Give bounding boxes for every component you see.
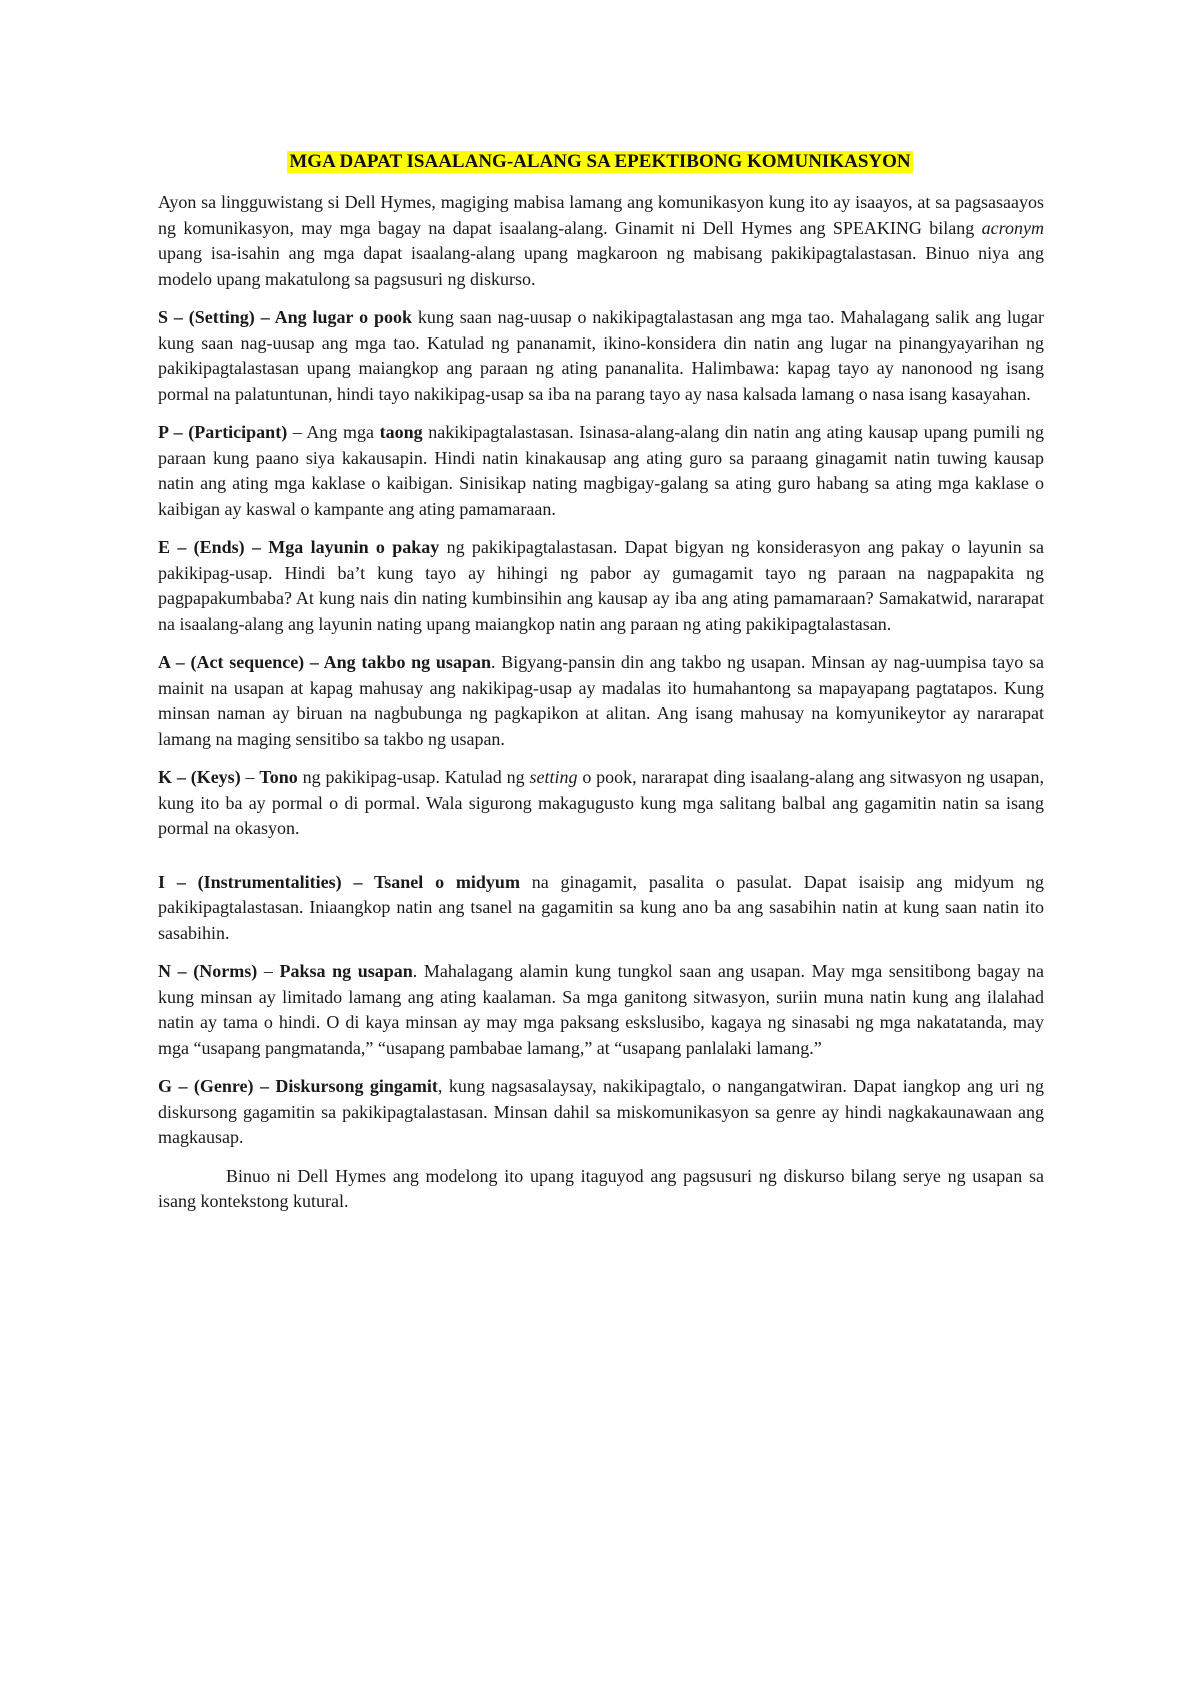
norms-heading: N – (Norms) (158, 961, 258, 981)
instrumentalities-text-1: – (341, 871, 374, 892)
instrumentalities-text-2: na ginagamit, pasalita o pasulat. Dapat isaisip ang midyum ng pakikipagtalastasan. Iniaangkop natin ang tsanel na gagamitin sa kung ano ba ang sasabihin natin at kung saan natin ito sasabihin. (158, 871, 1044, 943)
ends-keyword: layunin o pakay (310, 537, 440, 557)
act-sequence-keyword: takbo ng usapan (361, 652, 491, 672)
genre-keyword: Diskursong gingamit (275, 1076, 438, 1096)
participant-text-1: – Ang mga (287, 422, 380, 442)
intro-acronym-term: acronym (981, 217, 1044, 238)
keys-keyword: Tono (259, 767, 298, 787)
keys-text-1: – (240, 767, 260, 787)
genre-text-1: – (253, 1076, 276, 1096)
intro-paragraph (158, 190, 1044, 292)
ends-paragraph (158, 535, 1044, 637)
instrumentalities-heading: I – (Instrumentalities) (158, 871, 342, 892)
act-sequence-paragraph (158, 650, 1044, 752)
intro-text-2: upang isa-isahin ang mga dapat isaalang-alang upang magkaroon ng mabisang pakikipagtalastasan. Binuo niya ang modelo upang makatulong sa pagsusuri ng diskurso. (158, 243, 1044, 289)
act-sequence-text-1: – Ang (304, 652, 362, 672)
setting-heading: S – (Setting) (158, 307, 255, 327)
intro-text-1: Ayon sa lingguwistang si Dell Hymes, magiging mabisa lamang ang komunikasyon kung ito ay isaayos, at sa pagsasaayos ng komunikasyon, may mga bagay na dapat isaalang-alang. Ginamit ni Dell Hymes ang SPEAKING bilang (158, 192, 1044, 238)
instrumentalities-paragraph (158, 870, 1044, 947)
document-body (158, 190, 1044, 1228)
instrumentalities-keyword: Tsanel o midyum (373, 871, 520, 892)
ends-text-1: – Mga (244, 537, 311, 557)
setting-paragraph (158, 305, 1044, 407)
ends-heading: E – (Ends) (158, 537, 245, 557)
keys-text-2: ng pakikipag-usap. Katulad ng (297, 767, 530, 787)
genre-text-2: , kung nagsasalaysay, nakikipagtalo, o nangangatwiran. Dapat iangkop ang uri ng diskursong gagamitin sa pakikipagtalastasan. Minsan dahil sa miskomunikasyon sa genre ay hindi nagkakaunawaan ang magkausap. (158, 1076, 1044, 1147)
norms-keyword: Paksa ng usapan (279, 961, 413, 981)
participant-heading: P – (Participant) (158, 422, 288, 442)
setting-text-1: – Ang (254, 307, 313, 327)
ends-text-2: ng pakikipagtalastasan. Dapat bigyan ng konsiderasyon ang pakay o layunin sa pakikipag-usap. Hindi ba’t kung tayo ay hihingi ng pabor ay gumagamit tayo ng paraan na nagpapakita ng pagpapakumbaba? At kung nais din nating kumbinsihin ang kausap ay iba ang ating pamamaraan? Samakatwid, nararapat na isaalang-alang ang layunin nating upang maiangkop natin ang paraan ng ating pakikipagtalastasan. (158, 537, 1045, 634)
act-sequence-heading: A – (Act sequence) (158, 652, 305, 672)
keys-heading: K – (Keys) (158, 767, 241, 787)
closing-paragraph: Binuo ni Dell Hymes ang modelong ito upang itaguyod ang pagsusuri ng diskurso bilang serye ng usapan sa isang kontekstong kutural. (158, 1165, 1044, 1211)
keys-text-3: o pook, nararapat ding isaalang-alang ang sitwasyon ng usapan, kung ito ba ay pormal o di pormal. Wala sigurong makagugusto kung mga salitang balbal ang gagamitin natin sa isang pormal na okasyon. (158, 767, 1044, 838)
keys-setting-term: setting (529, 767, 578, 787)
setting-keyword: lugar o pook (312, 307, 412, 327)
norms-text-1: – (257, 961, 280, 981)
participant-paragraph (158, 420, 1044, 522)
norms-text-2: . Mahalagang alamin kung tungkol saan ang usapan. May mga sensitibong bagay na kung minsan ay limitado lamang ang ating kaalaman. Sa mga ganitong sitwasyon, suriin muna natin kung ang ilalahad natin ay tama o hindi. O di kaya minsan ay may mga paksang eskslusibo, kagaya ng sinasabi ng mga nakatatanda, may mga “usapang pangmatanda,” “usapang pambabae lamang,” at “usapang panlalaki lamang.” (158, 961, 1045, 1058)
title-wrapper (0, 151, 1200, 173)
act-sequence-text-2: . Bigyang-pansin din ang takbo ng usapan. Minsan ay nag-uumpisa tayo sa mainit na usapan at kapag mahusay ang nakikipag-usap ay madalas ito humahantong sa mapayapang pagtatapos. Kung minsan naman ay biruan na nagbubunga ng pagkapikon at alitan. Ang isang mahusay na komyunikeytor ay nararapat lamang na maging sensitibo sa takbo ng usapan. (158, 652, 1044, 749)
setting-text-2: kung saan nag-uusap o nakikipagtalastasan ang mga tao. Mahalagang salik ang lugar kung saan nag-uusap ang mga tao. Katulad ng pananamit, ikino-konsidera din natin ang lugar na pinangyayarihan ng pakikipagtalastasan upang maiangkop ang paraan ng ating pananalita. Halimbawa: kapag tayo ay nanonood ng isang pormal na palatuntunan, hindi tayo nakikipag-usap sa iba na parang tayo ay nasa kalsada lamang o nasa isang kasayahan. (158, 307, 1044, 404)
keys-paragraph (158, 765, 1044, 842)
participant-keyword: taong (379, 422, 423, 442)
norms-paragraph (158, 959, 1044, 1061)
genre-heading: G – (Genre) (158, 1076, 254, 1096)
document-title: MGA DAPAT ISAALANG-ALANG SA EPEKTIBONG KOMUNIKASYON (289, 151, 911, 172)
participant-text-2: nakikipagtalastasan. Isinasa-alang-alang din natin ang ating kausap upang pumili ng paraan kung paano siya kakausapin. Hindi natin kinakausap ang ating guro sa paraang ginagamit natin tuwing kausap natin ang ating mga kaklase o kaibigan. Sinisikap nating magbigay-galang sa ating guro habang sa ating mga kaklase o kaibigan ay kaswal o kampante ang ating pamamaraan. (158, 422, 1044, 519)
genre-paragraph (158, 1074, 1044, 1151)
